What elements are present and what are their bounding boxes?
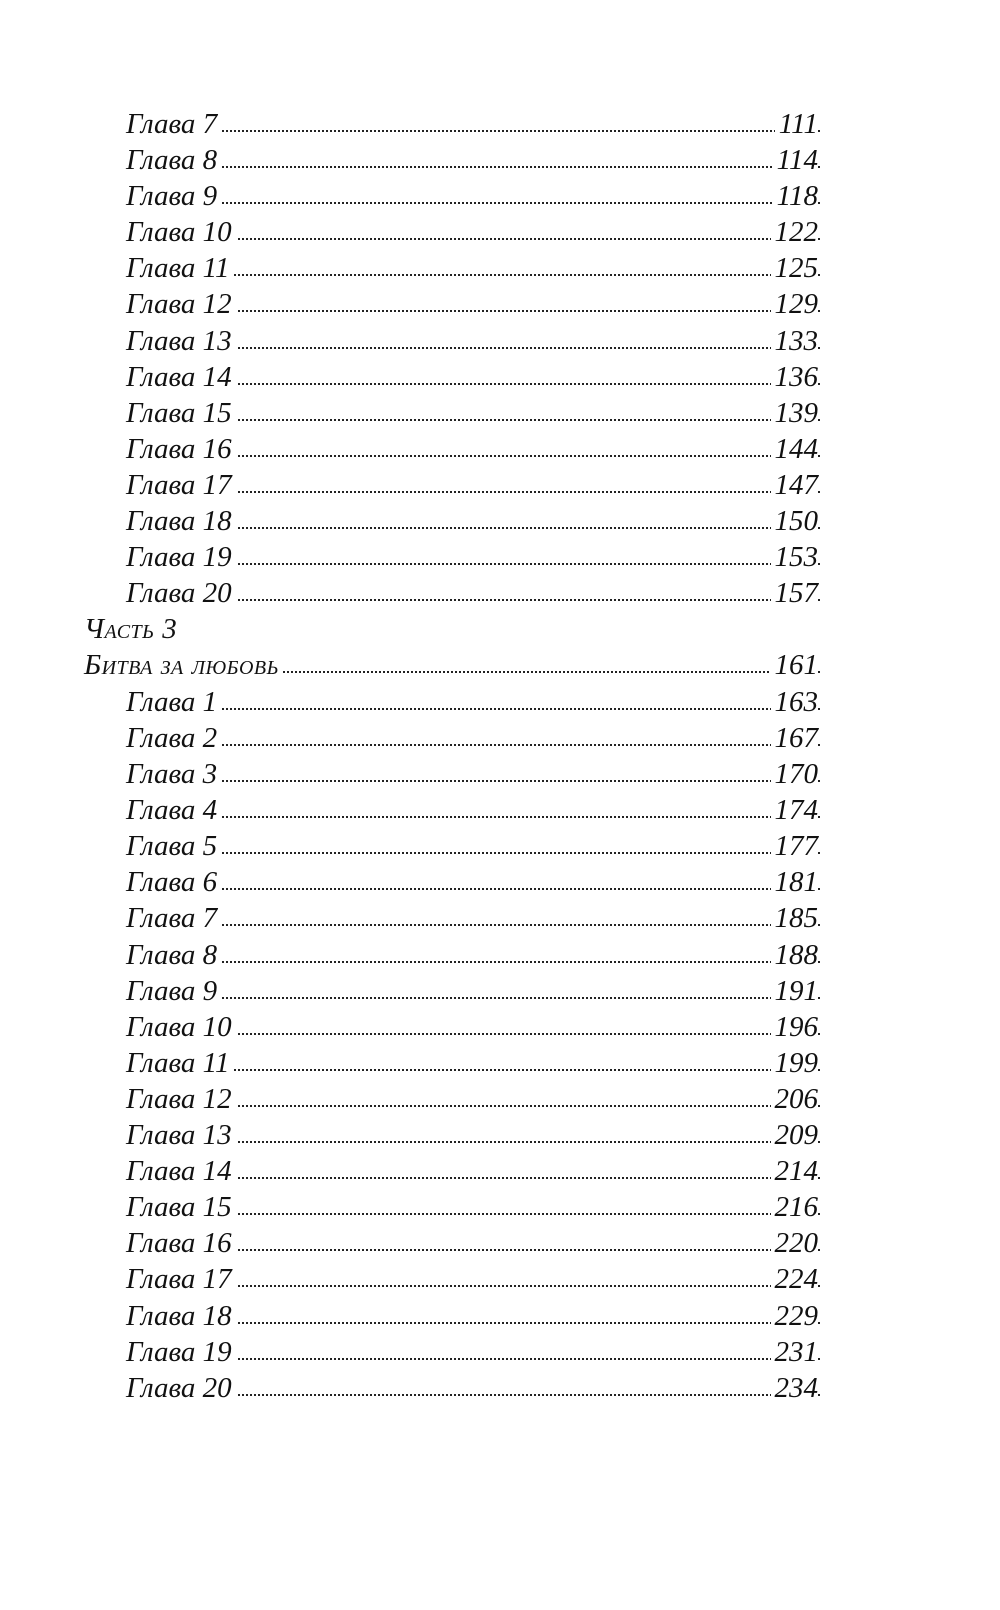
page-number: 224 — [771, 1261, 819, 1297]
chapter-title: Глава 10 — [126, 1009, 236, 1045]
chapter-title: Глава 7 — [126, 900, 221, 936]
chapter-title: Глава 13 — [126, 323, 236, 359]
dot-leader — [126, 997, 820, 999]
page-number: 122 — [771, 214, 819, 250]
toc-entry[interactable] — [0, 359, 1000, 395]
toc-entry[interactable] — [0, 1261, 1000, 1297]
chapter-title: Глава 3 — [126, 756, 221, 792]
dot-leader — [126, 852, 820, 854]
chapter-title: Глава 8 — [126, 937, 221, 973]
chapter-title: Глава 4 — [126, 792, 221, 828]
chapter-title: Глава 20 — [126, 575, 236, 611]
chapter-title: Глава 12 — [126, 286, 236, 322]
page-number: 220 — [771, 1225, 819, 1261]
chapter-title: Глава 18 — [126, 503, 236, 539]
page-number: 136 — [771, 359, 819, 395]
chapter-title: Глава 17 — [126, 1261, 236, 1297]
chapter-title: Глава 11 — [126, 250, 233, 286]
page-number: 214 — [771, 1153, 819, 1189]
page-number: 111 — [775, 106, 818, 142]
dot-leader — [126, 924, 820, 926]
toc-entry[interactable] — [0, 756, 1000, 792]
page-number: 133 — [771, 323, 819, 359]
chapter-title: Глава 15 — [126, 395, 236, 431]
toc-entry[interactable] — [0, 973, 1000, 1009]
page-number: 209 — [771, 1117, 819, 1153]
page-number: 199 — [771, 1045, 819, 1081]
toc-entry[interactable] — [0, 1225, 1000, 1261]
toc-entry[interactable] — [0, 575, 1000, 611]
toc-entry[interactable] — [0, 1298, 1000, 1334]
page-number: 150 — [771, 503, 819, 539]
chapter-title: Глава 12 — [126, 1081, 236, 1117]
page-number: 234 — [771, 1370, 819, 1406]
part-title: Битва за любовь — [84, 647, 283, 683]
page-number: 170 — [771, 756, 819, 792]
chapter-title: Глава 20 — [126, 1370, 236, 1406]
page-number: 206 — [771, 1081, 819, 1117]
toc-entry[interactable] — [0, 214, 1000, 250]
dot-leader — [126, 708, 820, 710]
chapter-title: Глава 7 — [126, 106, 221, 142]
chapter-title: Глава 19 — [126, 539, 236, 575]
page-number: 114 — [773, 142, 818, 178]
page-number: 167 — [771, 720, 819, 756]
page-number: 139 — [771, 395, 819, 431]
page-number: 229 — [771, 1298, 819, 1334]
toc-entry[interactable] — [0, 1081, 1000, 1117]
dot-leader — [126, 166, 820, 168]
chapter-title: Глава 17 — [126, 467, 236, 503]
toc-entry[interactable] — [0, 142, 1000, 178]
chapter-title: Глава 10 — [126, 214, 236, 250]
dot-leader — [126, 780, 820, 782]
toc-entry[interactable] — [0, 828, 1000, 864]
toc-entry[interactable] — [0, 1045, 1000, 1081]
toc-entry[interactable] — [0, 937, 1000, 973]
chapter-title: Глава 19 — [126, 1334, 236, 1370]
page-number: 147 — [771, 467, 819, 503]
toc-entry[interactable] — [0, 431, 1000, 467]
toc-entry[interactable] — [0, 503, 1000, 539]
page-number: 231 — [771, 1334, 819, 1370]
page-number: 185 — [771, 900, 819, 936]
toc-entry[interactable] — [0, 286, 1000, 322]
toc-entry[interactable] — [0, 1117, 1000, 1153]
page-number: 153 — [771, 539, 819, 575]
toc-entry[interactable] — [0, 900, 1000, 936]
chapter-title: Глава 1 — [126, 684, 221, 720]
page-number: 177 — [771, 828, 819, 864]
chapter-title: Глава 9 — [126, 178, 221, 214]
chapter-title: Глава 2 — [126, 720, 221, 756]
chapter-title: Глава 9 — [126, 973, 221, 1009]
chapter-title: Глава 14 — [126, 359, 236, 395]
dot-leader — [126, 202, 820, 204]
toc-entry[interactable] — [0, 1153, 1000, 1189]
page-number: 125 — [771, 250, 819, 286]
chapter-title: Глава 13 — [126, 1117, 236, 1153]
toc-entry[interactable] — [0, 1334, 1000, 1370]
toc-entry[interactable] — [0, 106, 1000, 142]
part-heading: Часть 3 — [84, 613, 178, 645]
dot-leader — [126, 130, 820, 132]
chapter-title: Глава 11 — [126, 1045, 233, 1081]
dot-leader — [126, 961, 820, 963]
toc-entry[interactable] — [0, 323, 1000, 359]
page-number: 157 — [771, 575, 819, 611]
part-title-entry[interactable] — [0, 647, 1000, 683]
page-number: 163 — [771, 684, 819, 720]
dot-leader — [126, 744, 820, 746]
chapter-title: Глава 18 — [126, 1298, 236, 1334]
page-number: 161 — [771, 647, 819, 683]
page-number: 129 — [771, 286, 819, 322]
chapter-title: Глава 5 — [126, 828, 221, 864]
page-number: 196 — [771, 1009, 819, 1045]
page-number: 216 — [771, 1189, 819, 1225]
chapter-title: Глава 16 — [126, 431, 236, 467]
page-number: 191 — [771, 973, 819, 1009]
chapter-title: Глава 15 — [126, 1189, 236, 1225]
toc-entry[interactable] — [0, 1370, 1000, 1406]
toc-entry[interactable] — [0, 864, 1000, 900]
chapter-title: Глава 14 — [126, 1153, 236, 1189]
chapter-title: Глава 16 — [126, 1225, 236, 1261]
page-number: 188 — [771, 937, 819, 973]
dot-leader — [126, 888, 820, 890]
toc-entry[interactable] — [0, 250, 1000, 286]
chapter-title: Глава 6 — [126, 864, 221, 900]
toc-entry[interactable] — [0, 1009, 1000, 1045]
chapter-title: Глава 8 — [126, 142, 221, 178]
toc-entry[interactable] — [0, 467, 1000, 503]
toc-entry[interactable] — [0, 1189, 1000, 1225]
page-number: 181 — [771, 864, 819, 900]
toc-entry[interactable] — [0, 684, 1000, 720]
page-number: 174 — [771, 792, 819, 828]
toc-entry[interactable] — [0, 178, 1000, 214]
toc-entry[interactable] — [0, 720, 1000, 756]
toc-entry[interactable] — [0, 395, 1000, 431]
page-number: 118 — [773, 178, 818, 214]
dot-leader — [126, 816, 820, 818]
toc-entry[interactable] — [0, 539, 1000, 575]
toc-entry[interactable] — [0, 792, 1000, 828]
page-number: 144 — [771, 431, 819, 467]
